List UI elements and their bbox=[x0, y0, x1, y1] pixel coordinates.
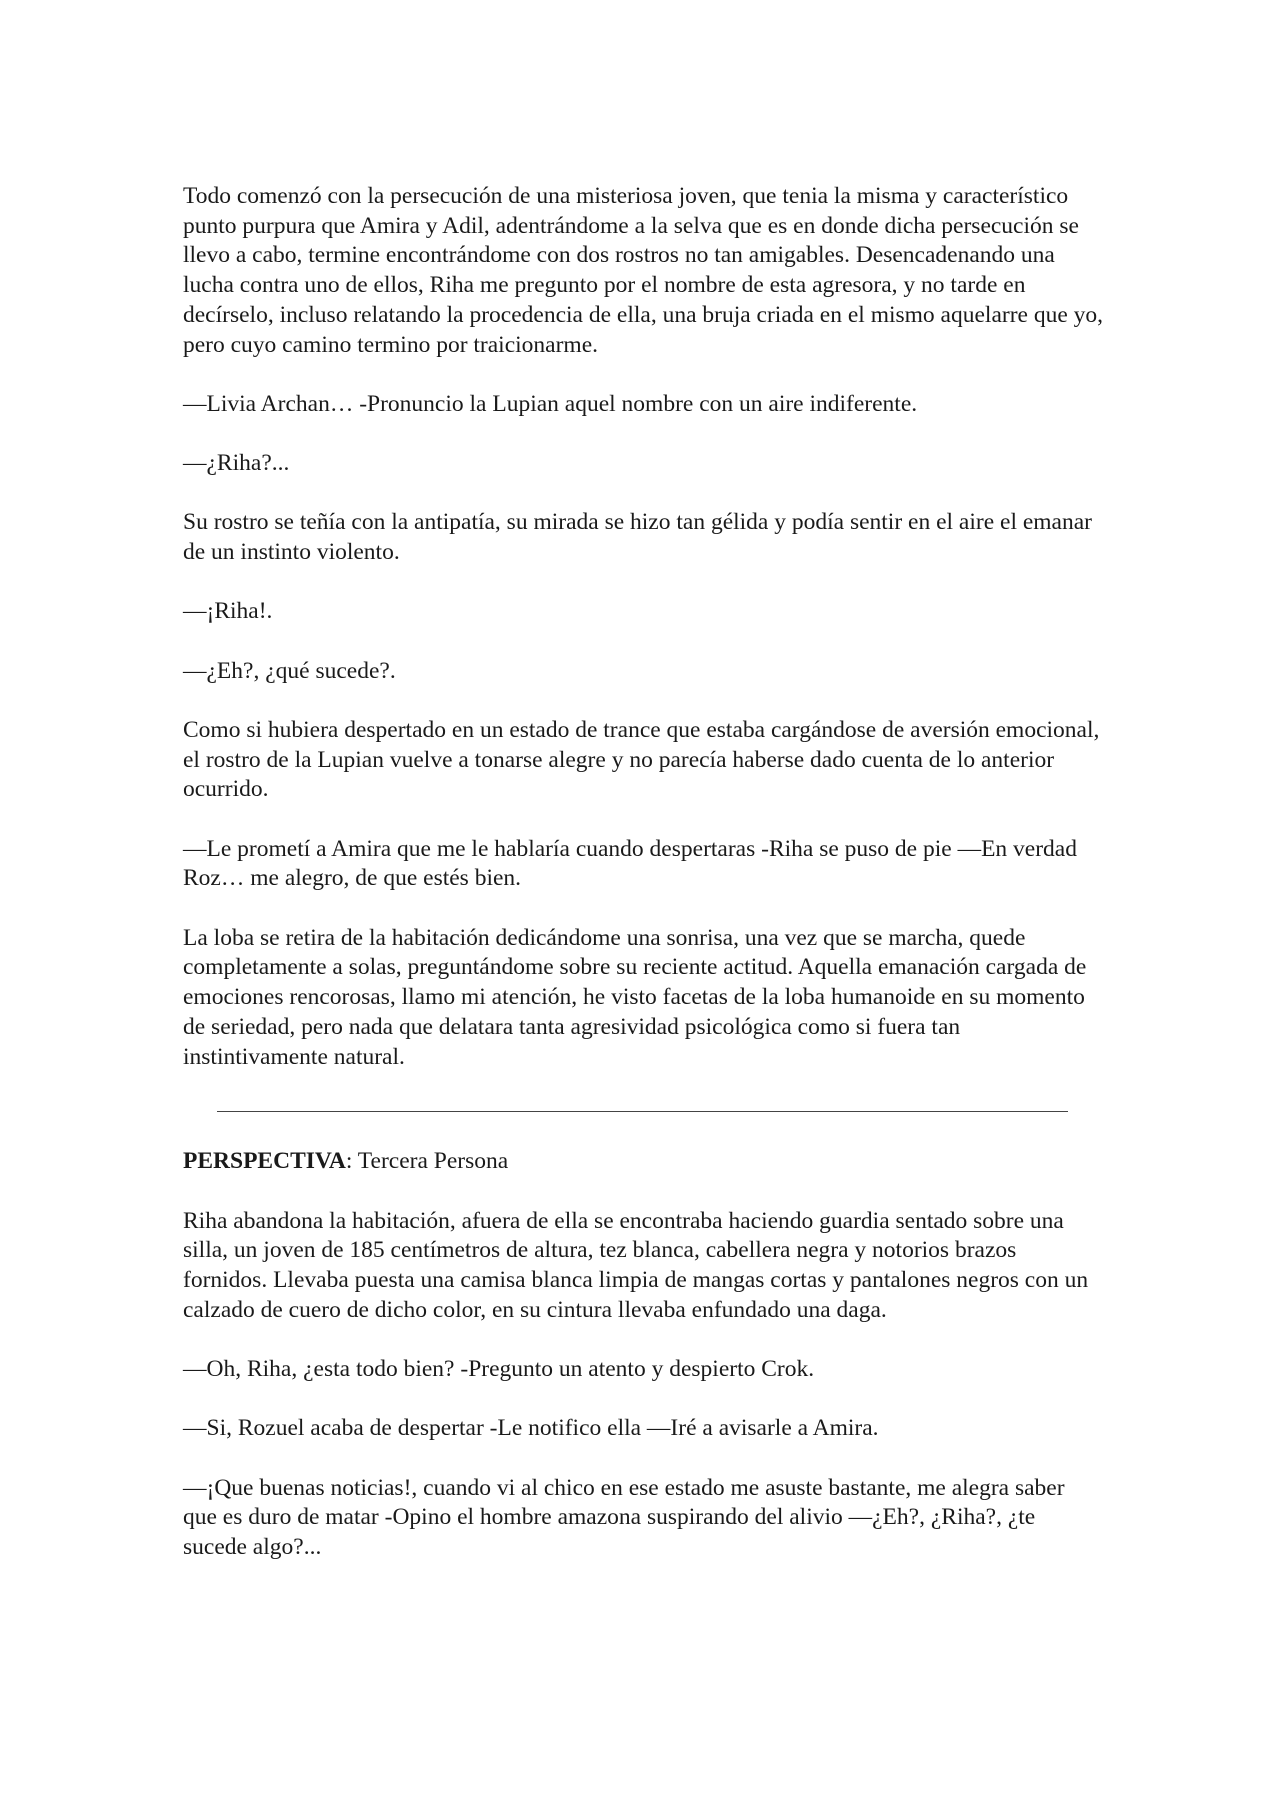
perspective-label: PERSPECTIVA bbox=[183, 1148, 346, 1175]
paragraph: Riha abandona la habitación, afuera de ella se encontraba haciendo guardia sentado sobre una silla, un joven de 185 centímetros de altura, tez blanca, cabellera negra y notorios brazos fornidos. Llevaba puesta una camisa blanca limpia de mangas cortas y pantalones negros con un calzado de cuero de dicho color, en su cintura llevaba enfundado una daga. bbox=[183, 1207, 1089, 1323]
paragraph: Su rostro se teñía con la antipatía, su mirada se hizo tan gélida y podía sentir en el aire el emanar de un instinto violento. bbox=[183, 509, 1092, 566]
dialogue-line: —Livia Archan… -Pronuncio la Lupian aquel nombre con un aire indiferente. bbox=[183, 390, 918, 417]
dialogue-line: —Le prometí a Amira que me le hablaría cuando despertaras -Riha se puso de pie —En verdad Roz… me alegro, de que estés bien. bbox=[183, 835, 1077, 892]
perspective-separator: : bbox=[345, 1148, 353, 1175]
perspective-value: Tercera Persona bbox=[352, 1148, 509, 1175]
dialogue-line: —¿Eh?, ¿qué sucede?. bbox=[183, 657, 396, 684]
dialogue-line: —¡Riha!. bbox=[183, 598, 273, 625]
perspective-heading bbox=[183, 1147, 1103, 1177]
paragraph: Todo comenzó con la persecución de una misteriosa joven, que tenia la misma y característico punto purpura que Amira y Adil, adentrándome a la selva que es en donde dicha persecución se llevo a cabo, termine encontrándome con dos rostros no tan amigables. Desencadenando una lucha contra uno de ellos, Riha me pregunto por el nombre de esta agresora, y no tarde en decírselo, incluso relatando la procedencia de ella, una bruja criada en el mismo aquelarre que yo, pero cuyo camino termino por traicionarme. bbox=[183, 183, 1104, 358]
paragraph: Como si hubiera despertado en un estado de trance que estaba cargándose de aversión emocional, el rostro de la Lupian vuelve a tonarse alegre y no parecía haberse dado cuenta de lo anterior ocurrido. bbox=[183, 717, 1100, 803]
section-divider bbox=[217, 1111, 1068, 1112]
document-page bbox=[183, 182, 1103, 1592]
dialogue-line: —Si, Rozuel acaba de despertar -Le notifico ella —Iré a avisarle a Amira. bbox=[183, 1415, 879, 1442]
dialogue-line: —Oh, Riha, ¿esta todo bien? -Pregunto un atento y despierto Crok. bbox=[183, 1355, 815, 1382]
dialogue-line: —¡Que buenas noticias!, cuando vi al chico en ese estado me asuste bastante, me alegra saber que es duro de matar -Opino el hombre amazona suspirando del alivio —¿Eh?, ¿Riha?, ¿te sucede algo?... bbox=[183, 1474, 1065, 1560]
paragraph: La loba se retira de la habitación dedicándome una sonrisa, una vez que se marcha, quede completamente a solas, preguntándome sobre su reciente actitud. Aquella emanación cargada de emociones rencorosas, llamo mi atención, he visto facetas de la loba humanoide en su momento de seriedad, pero nada que delatara tanta agresividad psicológica como si fuera tan instintivamente natural. bbox=[183, 924, 1087, 1070]
dialogue-line: —¿Riha?... bbox=[183, 450, 290, 477]
